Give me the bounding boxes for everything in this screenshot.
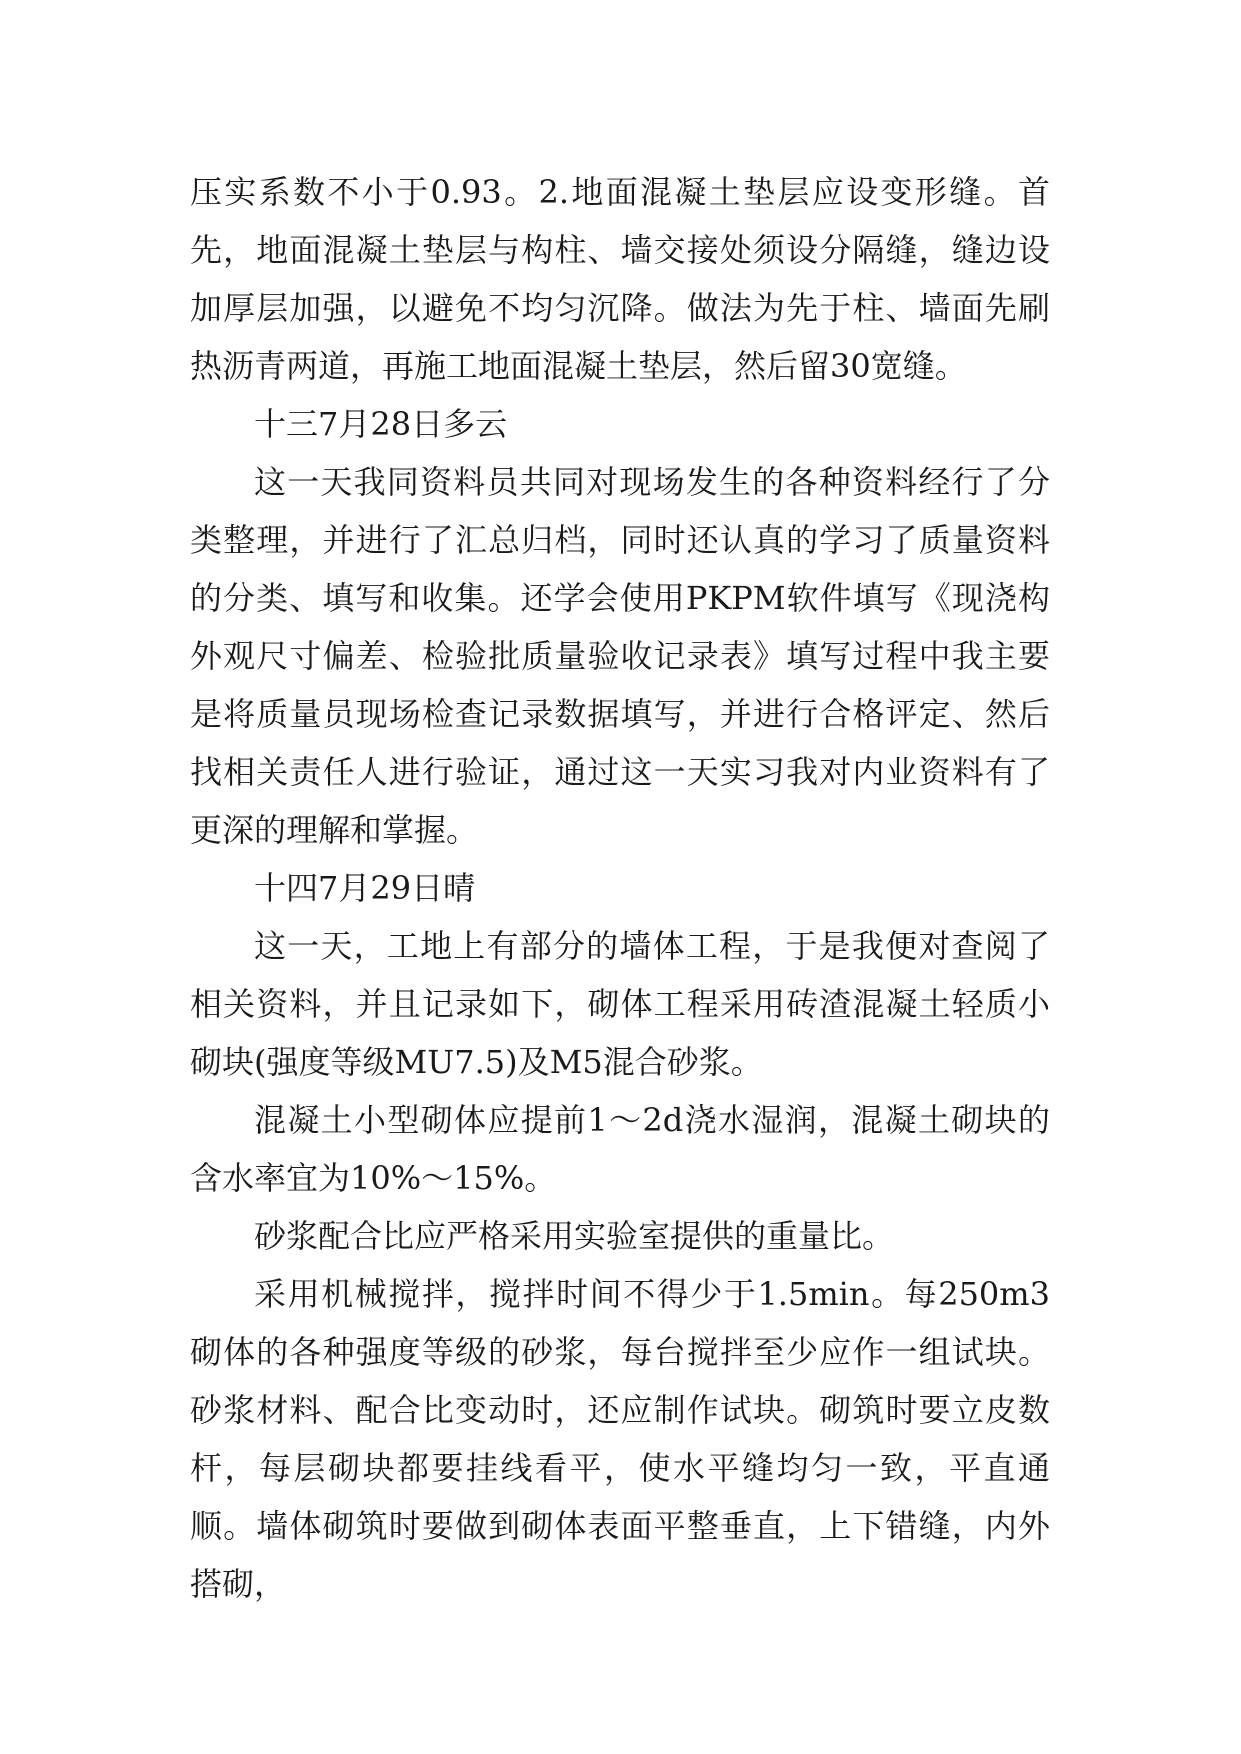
diary-heading-day-14: 十四7月29日晴 xyxy=(254,869,476,907)
document-body xyxy=(190,163,1050,1613)
paragraph-compaction-and-joints: 压实系数不小于0.93。2.地面混凝土垫层应设变形缝。首先，地面混凝土垫层与构柱、墙交接处须设分隔缝，缝边设加厚层加强，以避免不均匀沉降。做法为先于柱、墙面先刷热沥青两道，再施工地面混凝土垫层，然后留30宽缝。 xyxy=(190,173,1050,385)
paragraph-mortar-mix: 砂浆配合比应严格采用实验室提供的重量比。 xyxy=(254,1217,895,1255)
paragraph-mixing-and-laying: 采用机械搅拌，搅拌时间不得少于1.5min。每250m3砌体的各种强度等级的砂浆，每台搅拌至少应作一组试块。砂浆材料、配合比变动时，还应制作试块。砌筑时要立皮数杆，每层砌块都要挂线看平，使水平缝均匀一致，平直通顺。墙体砌筑时要做到砌体表面平整垂直，上下错缝，内外搭砌， xyxy=(190,1275,1050,1603)
paragraph-document-filing: 这一天我同资料员共同对现场发生的各种资料经行了分类整理，并进行了汇总归档，同时还认真的学习了质量资料的分类、填写和收集。还学会使用PKPM软件填写《现浇构外观尺寸偏差、检验批质量验收记录表》填写过程中我主要是将质量员现场检查记录数据填写，并进行合格评定、然后找相关责任人进行验证，通过这一天实习我对内业资料有了更深的理解和掌握。 xyxy=(190,463,1050,849)
diary-heading-day-13: 十三7月28日多云 xyxy=(254,405,508,443)
paragraph-block-wetting: 混凝土小型砌体应提前1～2d浇水湿润，混凝土砌块的含水率宜为10%～15%。 xyxy=(190,1101,1050,1197)
paragraph-masonry-materials: 这一天，工地上有部分的墙体工程，于是我便对查阅了相关资料，并且记录如下，砌体工程采用砖渣混凝土轻质小砌块(强度等级MU7.5)及M5混合砂浆。 xyxy=(190,927,1050,1081)
